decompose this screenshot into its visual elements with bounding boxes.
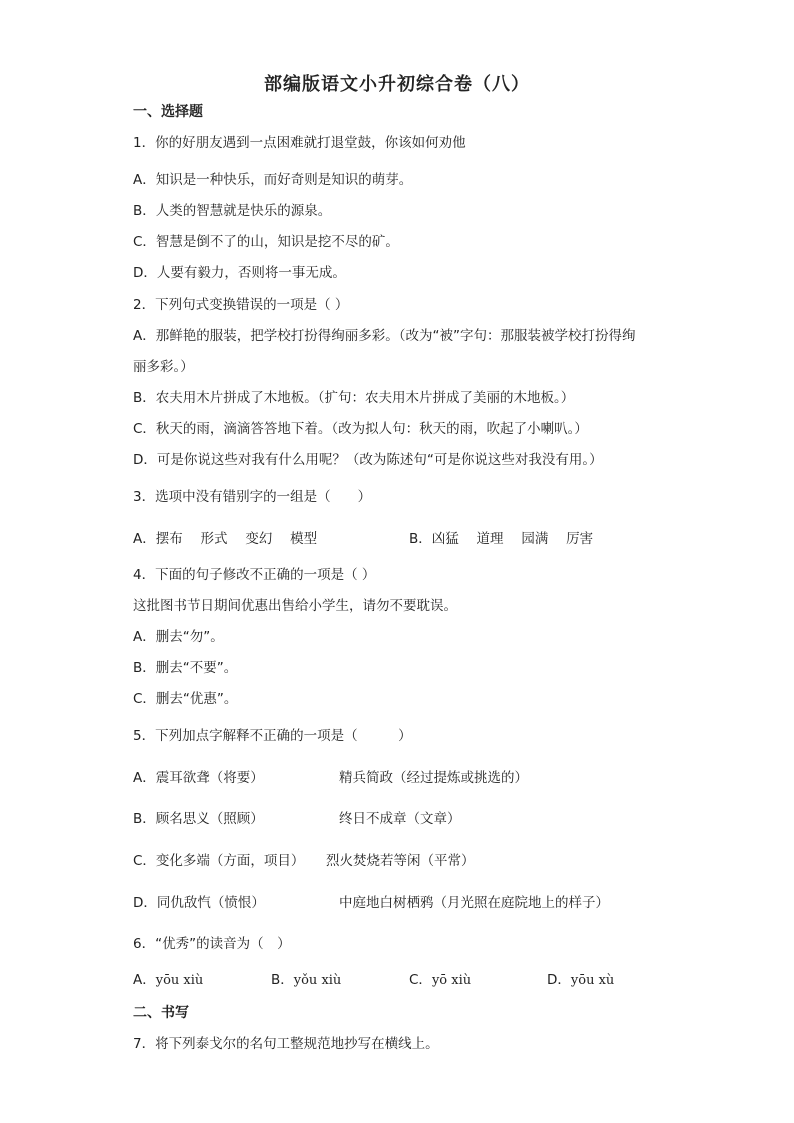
option-pinyin: yǒu xiù — [293, 973, 342, 988]
question-5-option-b-left: B．顾名思义（照顾） — [133, 811, 264, 827]
question-4-option-a: A．删去“勿”。 — [133, 629, 224, 645]
question-1-option-d: D．人要有毅力，否则将一事无成。 — [133, 265, 346, 281]
section-heading-choice: 一、选择题 — [133, 104, 203, 120]
question-5-stem: 5．下列加点字解释不正确的一项是（ ） — [133, 728, 412, 744]
question-5-option-c-right: 烈火焚烧若等闲（平常） — [326, 853, 475, 869]
option-pinyin: yōu xù — [570, 973, 615, 988]
question-4-sentence: 这批图书节日期间优惠出售给小学生，请勿不要耽误。 — [133, 598, 457, 614]
question-2-stem: 2．下列句式变换错误的一项是（ ） — [133, 297, 349, 313]
question-6-option-d — [547, 971, 614, 990]
question-4-option-c: C．删去“优惠”。 — [133, 691, 238, 707]
question-1-option-c: C．智慧是倒不了的山，知识是挖不尽的矿。 — [133, 234, 399, 250]
option-letter: D． — [547, 972, 571, 988]
question-4-stem: 4．下面的句子修改不正确的一项是（ ） — [133, 567, 376, 583]
question-6-option-a — [133, 971, 203, 990]
option-pinyin: yōu xiù — [155, 973, 204, 988]
question-5-option-c-left: C．变化多端（方面，项目） — [133, 853, 305, 869]
question-3-option-b: B．凶猛 道理 园满 厉害 — [409, 531, 594, 547]
question-2-option-a-line2: 丽多彩。） — [133, 359, 194, 375]
question-7-stem: 7．将下列泰戈尔的名句工整规范地抄写在横线上。 — [133, 1036, 439, 1052]
question-3-option-a: A．摆布 形式 变幻 模型 — [133, 531, 318, 547]
question-6-option-c — [409, 971, 471, 990]
question-4-option-b: B．删去“不要”。 — [133, 660, 238, 676]
question-1-option-a: A．知识是一种快乐，而好奇则是知识的萌芽。 — [133, 172, 413, 188]
option-letter: C． — [409, 972, 432, 988]
question-2-option-c: C．秋天的雨，滴滴答答地下着。（改为拟人句：秋天的雨，吹起了小喇叭。） — [133, 421, 588, 437]
question-1-stem: 1．你的好朋友遇到一点困难就打退堂鼓，你该如何劝他 — [133, 135, 466, 151]
question-5-option-a-left: A．震耳欲聋（将要） — [133, 770, 264, 786]
question-6-option-b — [271, 971, 341, 990]
question-5-option-a-right: 精兵简政（经过提炼或挑选的） — [339, 770, 528, 786]
option-letter: B． — [271, 972, 294, 988]
question-1-option-b: B．人类的智慧就是快乐的源泉。 — [133, 203, 332, 219]
question-5-option-b-right: 终日不成章（文章） — [339, 811, 461, 827]
question-2-option-b: B．农夫用木片拼成了木地板。（扩句：农夫用木片拼成了美丽的木地板。） — [133, 390, 575, 406]
question-5-option-d-left: D．同仇敌忾（愤恨） — [133, 895, 265, 911]
section-heading-writing: 二、书写 — [133, 1005, 189, 1021]
question-2-option-d: D．可是你说这些对我有什么用呢？（改为陈述句“可是你说这些对我没有用。） — [133, 452, 603, 468]
question-5-option-d-right: 中庭地白树栖鸦（月光照在庭院地上的样子） — [339, 895, 609, 911]
question-6-stem: 6．“优秀”的读音为（ ） — [133, 936, 291, 952]
question-3-stem: 3．选项中没有错别字的一组是（ ） — [133, 489, 372, 505]
question-2-option-a-line1: A．那鲜艳的服装，把学校打扮得绚丽多彩。（改为“被”字句：那服装被学校打扮得绚 — [133, 328, 636, 344]
page-title: 部编版语文小升初综合卷（八） — [264, 74, 530, 95]
option-letter: A． — [133, 972, 156, 988]
option-pinyin: yō xiù — [431, 973, 472, 988]
